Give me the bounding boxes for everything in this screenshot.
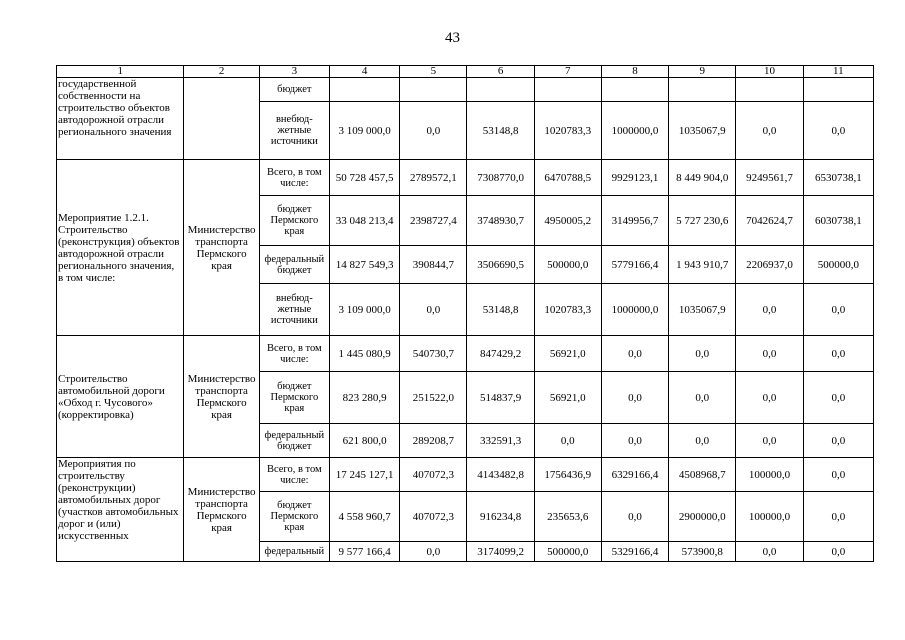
- amount-cell: 56921,0: [534, 372, 601, 424]
- amount-cell: 53148,8: [467, 102, 534, 160]
- header-cell: 2: [184, 66, 259, 78]
- amount-cell: [601, 78, 668, 102]
- funding-source-cell: внебюд-жетные источники: [259, 284, 329, 336]
- table-row: [57, 458, 874, 492]
- funding-source-cell: Всего, в том числе:: [259, 160, 329, 196]
- amount-cell: 33 048 213,4: [329, 196, 399, 246]
- amount-cell: 251522,0: [400, 372, 467, 424]
- amount-cell: 3 109 000,0: [329, 284, 399, 336]
- amount-cell: 3506690,5: [467, 246, 534, 284]
- amount-cell: [400, 78, 467, 102]
- amount-cell: 3748930,7: [467, 196, 534, 246]
- funding-source-cell: бюджет: [259, 78, 329, 102]
- funding-source-cell: внебюд-жетные источники: [259, 102, 329, 160]
- header-cell: 8: [601, 66, 668, 78]
- amount-cell: 4 558 960,7: [329, 492, 399, 542]
- amount-cell: 0,0: [400, 102, 467, 160]
- amount-cell: 1756436,9: [534, 458, 601, 492]
- amount-cell: 823 280,9: [329, 372, 399, 424]
- amount-cell: 0,0: [669, 336, 736, 372]
- amount-cell: [467, 78, 534, 102]
- amount-cell: 0,0: [803, 372, 873, 424]
- amount-cell: 0,0: [669, 424, 736, 458]
- amount-cell: 1035067,9: [669, 284, 736, 336]
- amount-cell: 6030738,1: [803, 196, 873, 246]
- amount-cell: 407072,3: [400, 492, 467, 542]
- funding-source-cell: Всего, в том числе:: [259, 336, 329, 372]
- amount-cell: 5779166,4: [601, 246, 668, 284]
- amount-cell: 6470788,5: [534, 160, 601, 196]
- amount-cell: 500000,0: [803, 246, 873, 284]
- amount-cell: 390844,7: [400, 246, 467, 284]
- amount-cell: 0,0: [803, 424, 873, 458]
- funding-source-cell: федеральный: [259, 542, 329, 562]
- amount-cell: 0,0: [400, 542, 467, 562]
- amount-cell: 0,0: [601, 424, 668, 458]
- amount-cell: 0,0: [736, 542, 803, 562]
- amount-cell: 621 800,0: [329, 424, 399, 458]
- amount-cell: 847429,2: [467, 336, 534, 372]
- amount-cell: 0,0: [803, 336, 873, 372]
- amount-cell: 56921,0: [534, 336, 601, 372]
- amount-cell: 9 577 166,4: [329, 542, 399, 562]
- amount-cell: 50 728 457,5: [329, 160, 399, 196]
- funding-source-cell: бюджет Пермского края: [259, 492, 329, 542]
- amount-cell: 7308770,0: [467, 160, 534, 196]
- table-row: [57, 336, 874, 372]
- amount-cell: 53148,8: [467, 284, 534, 336]
- amount-cell: 0,0: [669, 372, 736, 424]
- amount-cell: 9249561,7: [736, 160, 803, 196]
- amount-cell: 500000,0: [534, 542, 601, 562]
- amount-cell: 14 827 549,3: [329, 246, 399, 284]
- budget-table: [56, 65, 874, 562]
- table-row: [57, 160, 874, 196]
- amount-cell: 0,0: [803, 458, 873, 492]
- amount-cell: 2206937,0: [736, 246, 803, 284]
- amount-cell: 0,0: [736, 372, 803, 424]
- responsible-executor-cell: Министерство транспорта Пермского края: [184, 160, 259, 336]
- amount-cell: 573900,8: [669, 542, 736, 562]
- amount-cell: 407072,3: [400, 458, 467, 492]
- amount-cell: [669, 78, 736, 102]
- header-cell: 4: [329, 66, 399, 78]
- header-cell: 3: [259, 66, 329, 78]
- amount-cell: 2789572,1: [400, 160, 467, 196]
- amount-cell: 100000,0: [736, 492, 803, 542]
- amount-cell: 289208,7: [400, 424, 467, 458]
- amount-cell: 1035067,9: [669, 102, 736, 160]
- amount-cell: 3149956,7: [601, 196, 668, 246]
- amount-cell: 3174099,2: [467, 542, 534, 562]
- responsible-executor-cell: Министерство транспорта Пермского края: [184, 458, 259, 562]
- funding-source-cell: федеральный бюджет: [259, 246, 329, 284]
- page-number: 43: [445, 30, 460, 46]
- header-cell: 10: [736, 66, 803, 78]
- amount-cell: 500000,0: [534, 246, 601, 284]
- amount-cell: 5329166,4: [601, 542, 668, 562]
- amount-cell: 3 109 000,0: [329, 102, 399, 160]
- responsible-executor-cell: Министерство транспорта Пермского края: [184, 336, 259, 458]
- amount-cell: 0,0: [736, 336, 803, 372]
- amount-cell: 0,0: [803, 542, 873, 562]
- amount-cell: 4508968,7: [669, 458, 736, 492]
- header-cell: 6: [467, 66, 534, 78]
- measure-name-cell: Строительство автомобильной дороги «Обход г. Чусового» (корректировка): [57, 336, 184, 458]
- amount-cell: 4143482,8: [467, 458, 534, 492]
- amount-cell: 0,0: [803, 492, 873, 542]
- header-cell: 9: [669, 66, 736, 78]
- funding-source-cell: Всего, в том числе:: [259, 458, 329, 492]
- amount-cell: 7042624,7: [736, 196, 803, 246]
- amount-cell: 2398727,4: [400, 196, 467, 246]
- amount-cell: 0,0: [601, 336, 668, 372]
- table-row: [57, 78, 874, 102]
- amount-cell: 1000000,0: [601, 102, 668, 160]
- amount-cell: 0,0: [736, 102, 803, 160]
- amount-cell: 1 445 080,9: [329, 336, 399, 372]
- funding-source-cell: бюджет Пермского края: [259, 196, 329, 246]
- amount-cell: 0,0: [534, 424, 601, 458]
- amount-cell: 6530738,1: [803, 160, 873, 196]
- header-cell: 7: [534, 66, 601, 78]
- amount-cell: 0,0: [601, 492, 668, 542]
- amount-cell: 0,0: [601, 372, 668, 424]
- amount-cell: 332591,3: [467, 424, 534, 458]
- amount-cell: 1020783,3: [534, 284, 601, 336]
- measure-name-cell: Мероприятия по строительству (реконструкции) автомобильных дорог (участков автомобильных дорог и (или) искусственных: [57, 458, 184, 562]
- amount-cell: [329, 78, 399, 102]
- amount-cell: 2900000,0: [669, 492, 736, 542]
- amount-cell: 916234,8: [467, 492, 534, 542]
- measure-name-cell: Мероприятие 1.2.1. Строительство (реконструкция) объектов автодорожной отрасли регионального значения, в том числе:: [57, 160, 184, 336]
- amount-cell: 0,0: [803, 284, 873, 336]
- amount-cell: 6329166,4: [601, 458, 668, 492]
- amount-cell: 1000000,0: [601, 284, 668, 336]
- amount-cell: 514837,9: [467, 372, 534, 424]
- amount-cell: 0,0: [736, 424, 803, 458]
- funding-source-cell: бюджет Пермского края: [259, 372, 329, 424]
- amount-cell: 0,0: [736, 284, 803, 336]
- amount-cell: [736, 78, 803, 102]
- amount-cell: 9929123,1: [601, 160, 668, 196]
- amount-cell: 8 449 904,0: [669, 160, 736, 196]
- header-cell: 1: [57, 66, 184, 78]
- amount-cell: 0,0: [400, 284, 467, 336]
- amount-cell: [534, 78, 601, 102]
- amount-cell: 235653,6: [534, 492, 601, 542]
- amount-cell: [803, 78, 873, 102]
- amount-cell: 1020783,3: [534, 102, 601, 160]
- amount-cell: 5 727 230,6: [669, 196, 736, 246]
- amount-cell: 0,0: [803, 102, 873, 160]
- amount-cell: 1 943 910,7: [669, 246, 736, 284]
- amount-cell: 540730,7: [400, 336, 467, 372]
- header-cell: 5: [400, 66, 467, 78]
- amount-cell: 4950005,2: [534, 196, 601, 246]
- amount-cell: 17 245 127,1: [329, 458, 399, 492]
- amount-cell: 100000,0: [736, 458, 803, 492]
- measure-name-cell: государственной собственности на строительство объектов автодорожной отрасли регионального значения: [57, 78, 184, 160]
- header-row: [57, 66, 874, 78]
- funding-source-cell: федеральный бюджет: [259, 424, 329, 458]
- header-cell: 11: [803, 66, 873, 78]
- responsible-executor-cell: [184, 78, 259, 160]
